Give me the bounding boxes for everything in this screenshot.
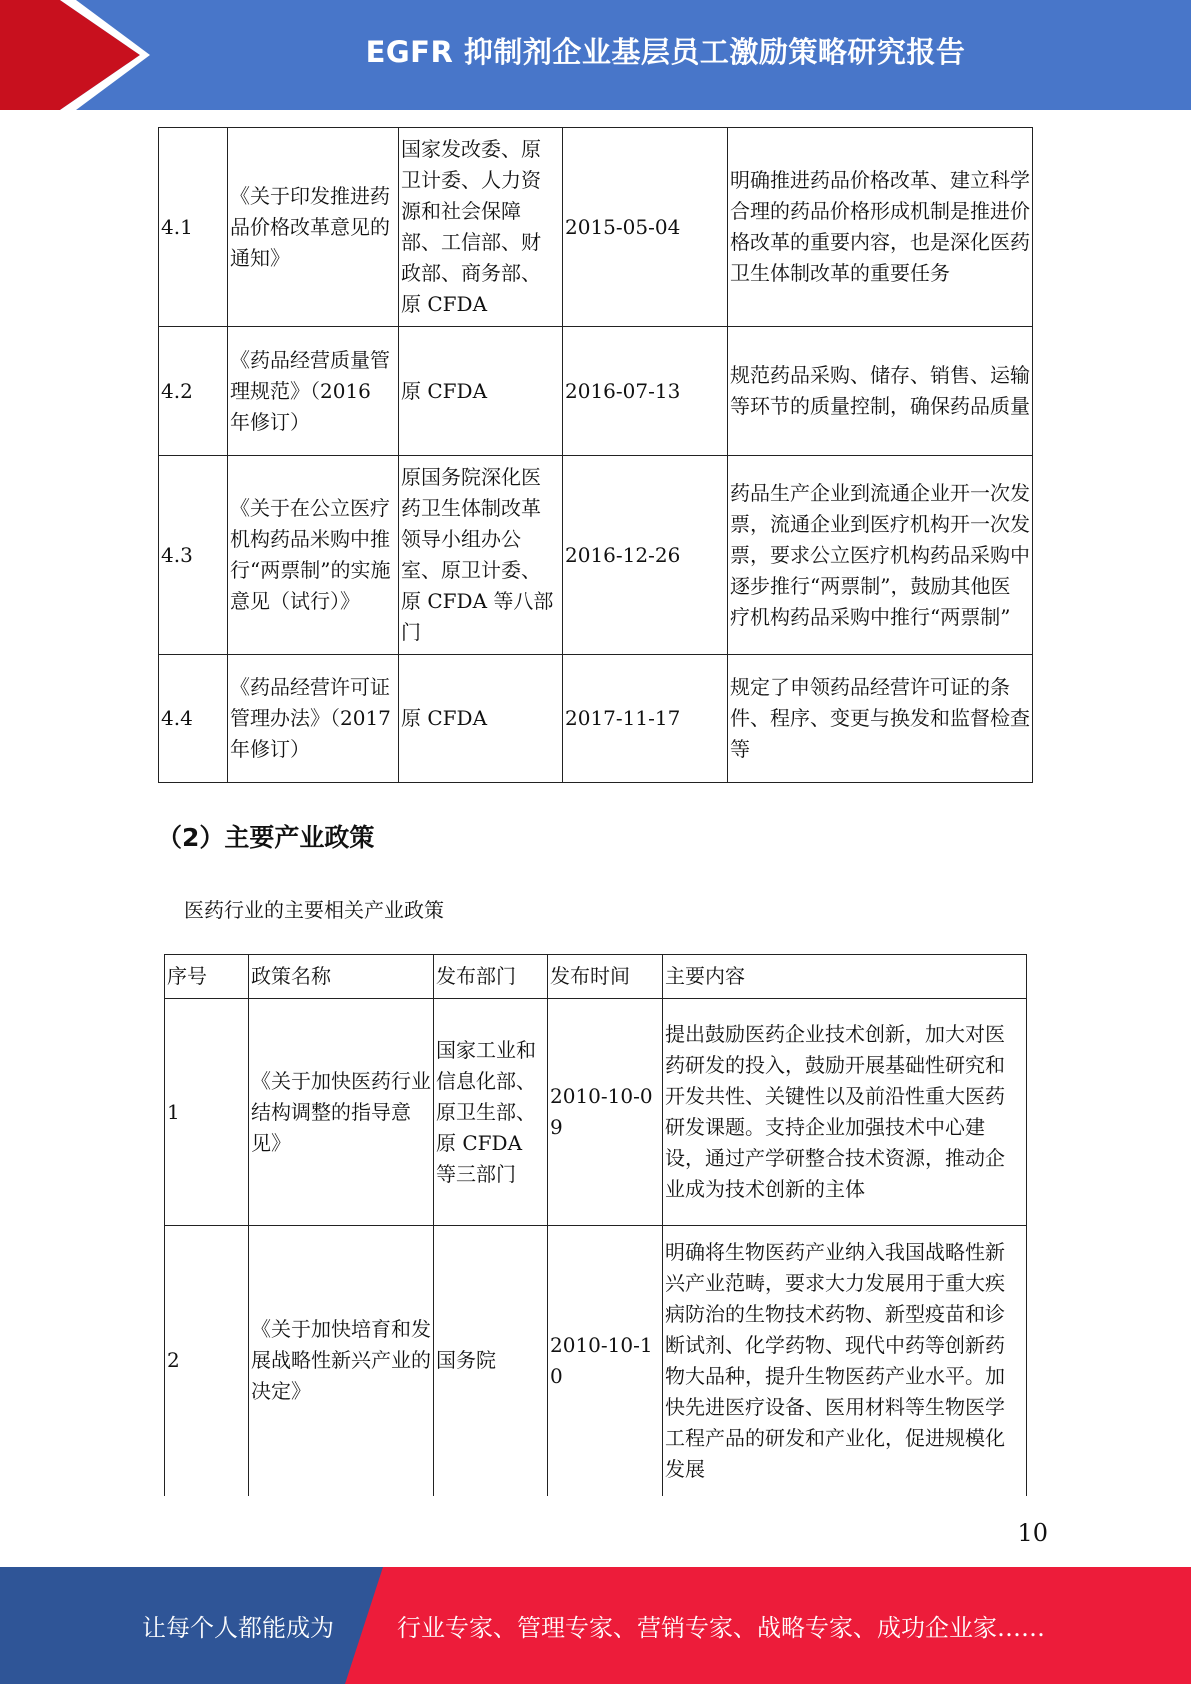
cell-content: 明确推进药品价格改革、建立科学合理的药品价格形成机制是推进价格改革的重要内容，也是深化医药卫生体制改革的重要任务 — [728, 128, 1033, 327]
section-heading: （2）主要产业政策 — [157, 823, 375, 852]
cell-department: 国务院 — [434, 1226, 548, 1496]
table-row — [159, 456, 1033, 655]
page-footer — [0, 1567, 1191, 1684]
cell-policy-name: 《药品经营许可证管理办法》（2017 年修订） — [228, 655, 399, 783]
header-title: EGFR 抑制剂企业基层员工激励策略研究报告 — [365, 34, 966, 69]
cell-content: 药品生产企业到流通企业开一次发票，流通企业到医疗机构开一次发票，要求公立医疗机构药品采购中逐步推行“两票制”，鼓励其他医疗机构药品采购中推行“两票制” — [728, 456, 1033, 655]
footer-slogan-right: 行业专家、管理专家、营销专家、战略专家、成功企业家…… — [397, 1614, 1045, 1642]
cell-no: 4.4 — [159, 655, 228, 783]
cell-no: 4.3 — [159, 456, 228, 655]
cell-no: 4.2 — [159, 327, 228, 456]
cell-no: 2 — [165, 1226, 249, 1496]
cell-department: 国家发改委、原卫计委、人力资源和社会保障部、工信部、财政部、商务部、原 CFDA — [399, 128, 563, 327]
cell-policy-name: 《关于加快培育和发展战略性新兴产业的决定》 — [249, 1226, 434, 1496]
cell-content: 明确将生物医药产业纳入我国战略性新兴产业范畴，要求大力发展用于重大疾病防治的生物技术药物、新型疫苗和诊断试剂、化学药物、现代中药等创新药物大品种，提升生物医药产业水平。加快先进医疗设备、医用材料等生物医学工程产品的研发和产业化，促进规模化发展 — [663, 1226, 1027, 1496]
cell-date: 2010-10-10 — [548, 1226, 663, 1496]
cell-policy-name: 《关于在公立医疗机构药品米购中推行“两票制”的实施意见（试行）》 — [228, 456, 399, 655]
header-no: 序号 — [165, 955, 249, 999]
table-row — [159, 327, 1033, 456]
cell-policy-name: 《药品经营质量管理规范》（2016 年修订） — [228, 327, 399, 456]
chevron-arrow-icon — [0, 0, 160, 110]
header-department: 发布部门 — [434, 955, 548, 999]
table-row — [165, 1226, 1027, 1496]
industry-policy-table — [164, 954, 1027, 1496]
cell-content: 提出鼓励医药企业技术创新，加大对医药研发的投入，鼓励开展基础性研究和开发共性、关键性以及前沿性重大医药研发课题。支持企业加强技术中心建设，通过产学研整合技术资源，推动企业成为技术创新的主体 — [663, 999, 1027, 1226]
policy-table-continued — [158, 127, 1033, 783]
header-date: 发布时间 — [548, 955, 663, 999]
page-number: 10 — [1017, 1519, 1048, 1547]
table-header-row — [165, 955, 1027, 999]
cell-no: 4.1 — [159, 128, 228, 327]
cell-content: 规定了申领药品经营许可证的条件、程序、变更与换发和监督检查等 — [728, 655, 1033, 783]
table-row — [159, 655, 1033, 783]
cell-department: 原 CFDA — [399, 327, 563, 456]
cell-date: 2016-12-26 — [563, 456, 728, 655]
cell-date: 2016-07-13 — [563, 327, 728, 456]
cell-content: 规范药品采购、储存、销售、运输等环节的质量控制，确保药品质量 — [728, 327, 1033, 456]
header-policy-name: 政策名称 — [249, 955, 434, 999]
table-row — [165, 999, 1027, 1226]
cell-date: 2017-11-17 — [563, 655, 728, 783]
cell-no: 1 — [165, 999, 249, 1226]
page-header — [0, 0, 1191, 110]
cell-policy-name: 《关于印发推进药品价格改革意见的通知》 — [228, 128, 399, 327]
table-row — [159, 128, 1033, 327]
footer-slogan-left: 让每个人都能成为 — [142, 1614, 334, 1642]
cell-policy-name: 《关于加快医药行业结构调整的指导意见》 — [249, 999, 434, 1226]
cell-department: 国家工业和信息化部、原卫生部、原 CFDA 等三部门 — [434, 999, 548, 1226]
header-content: 主要内容 — [663, 955, 1027, 999]
cell-date: 2015-05-04 — [563, 128, 728, 327]
cell-department: 原 CFDA — [399, 655, 563, 783]
cell-department: 原国务院深化医药卫生体制改革领导小组办公室、原卫计委、原 CFDA 等八部门 — [399, 456, 563, 655]
cell-date: 2010-10-09 — [548, 999, 663, 1226]
table-caption: 医药行业的主要相关产业政策 — [184, 898, 444, 922]
